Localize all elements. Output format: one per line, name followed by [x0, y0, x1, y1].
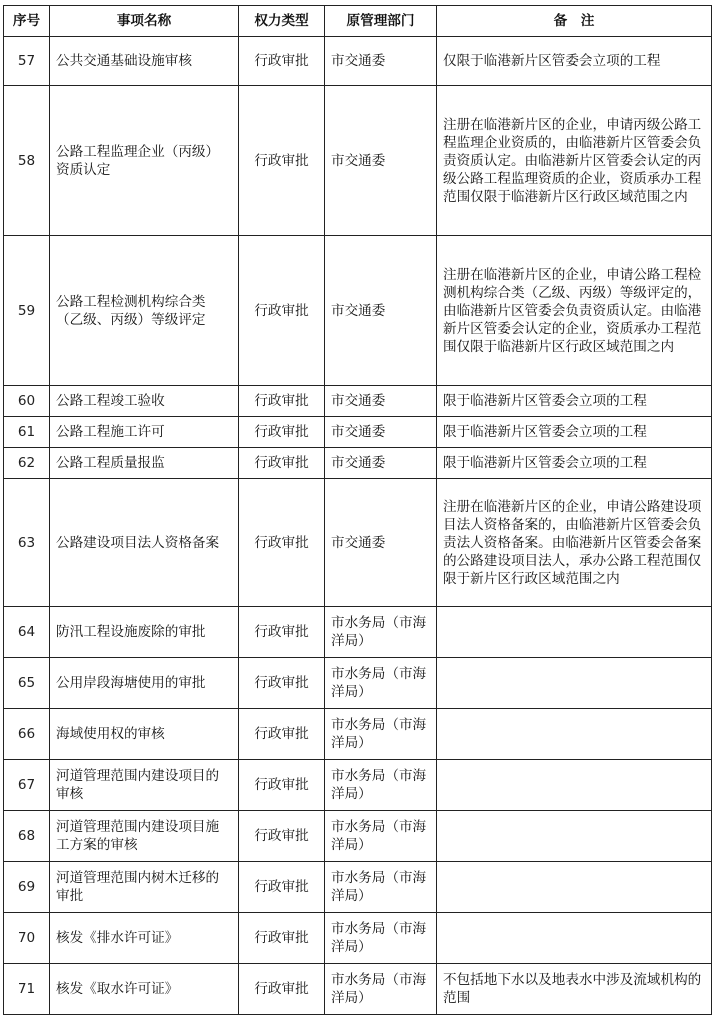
- row-power-type: 行政审批: [239, 658, 325, 709]
- row-item-name: 防汛工程设施废除的审批: [50, 607, 239, 658]
- table-row: [4, 811, 712, 862]
- row-remarks: [437, 709, 712, 760]
- header-item-name: 事项名称: [50, 6, 239, 37]
- row-original-dept: 市交通委: [325, 479, 437, 607]
- table-row: [4, 862, 712, 913]
- row-remarks: [437, 811, 712, 862]
- header-remarks: 备 注: [437, 6, 712, 37]
- row-remarks: [437, 760, 712, 811]
- row-remarks: 注册在临港新片区的企业，申请公路工程检测机构综合类（乙级、丙级）等级评定的，由临港新片区管委会负责资质认定。由临港新片区管委会认定的企业，资质承办工程范围仅限于临港新片区行政区域范围之内: [437, 236, 712, 386]
- row-item-name: 公路建设项目法人资格备案: [50, 479, 239, 607]
- row-original-dept: 市交通委: [325, 37, 437, 86]
- table-row: [4, 236, 712, 386]
- power-items-table: [3, 5, 712, 1015]
- row-item-name: 公路工程检测机构综合类（乙级、丙级）等级评定: [50, 236, 239, 386]
- row-original-dept: 市水务局（市海洋局）: [325, 607, 437, 658]
- row-item-name: 公用岸段海塘使用的审批: [50, 658, 239, 709]
- row-index: 63: [4, 479, 50, 607]
- row-power-type: 行政审批: [239, 709, 325, 760]
- row-power-type: 行政审批: [239, 86, 325, 236]
- row-power-type: 行政审批: [239, 37, 325, 86]
- row-index: 71: [4, 964, 50, 1015]
- row-item-name: 海域使用权的审核: [50, 709, 239, 760]
- row-original-dept: 市水务局（市海洋局）: [325, 760, 437, 811]
- row-power-type: 行政审批: [239, 862, 325, 913]
- row-original-dept: 市水务局（市海洋局）: [325, 964, 437, 1015]
- row-index: 67: [4, 760, 50, 811]
- table-row: [4, 760, 712, 811]
- row-item-name: 核发《取水许可证》: [50, 964, 239, 1015]
- row-index: 59: [4, 236, 50, 386]
- row-power-type: 行政审批: [239, 760, 325, 811]
- row-item-name: 公路工程竣工验收: [50, 386, 239, 417]
- table-header-row: [4, 6, 712, 37]
- row-remarks: 仅限于临港新片区管委会立项的工程: [437, 37, 712, 86]
- row-index: 69: [4, 862, 50, 913]
- row-item-name: 河道管理范围内树木迁移的审批: [50, 862, 239, 913]
- table-row: [4, 86, 712, 236]
- row-original-dept: 市水务局（市海洋局）: [325, 913, 437, 964]
- row-remarks: [437, 913, 712, 964]
- row-remarks: 不包括地下水以及地表水中涉及流域机构的范围: [437, 964, 712, 1015]
- row-index: 58: [4, 86, 50, 236]
- row-original-dept: 市交通委: [325, 448, 437, 479]
- row-original-dept: 市交通委: [325, 236, 437, 386]
- table-row: [4, 37, 712, 86]
- row-remarks: 限于临港新片区管委会立项的工程: [437, 448, 712, 479]
- row-remarks: [437, 607, 712, 658]
- row-power-type: 行政审批: [239, 448, 325, 479]
- row-item-name: 公路工程施工许可: [50, 417, 239, 448]
- table-row: [4, 709, 712, 760]
- row-remarks: 注册在临港新片区的企业，申请丙级公路工程监理企业资质的，由临港新片区管委会负责资质认定。由临港新片区管委会认定的丙级公路工程监理资质的企业，资质承办工程范围仅限于临港新片区行政区域范围之内: [437, 86, 712, 236]
- row-item-name: 核发《排水许可证》: [50, 913, 239, 964]
- table-row: [4, 607, 712, 658]
- row-item-name: 公路工程监理企业（丙级）资质认定: [50, 86, 239, 236]
- table-row: [4, 448, 712, 479]
- table-row: [4, 417, 712, 448]
- row-index: 62: [4, 448, 50, 479]
- row-item-name: 河道管理范围内建设项目的审核: [50, 760, 239, 811]
- row-original-dept: 市交通委: [325, 417, 437, 448]
- row-remarks: 限于临港新片区管委会立项的工程: [437, 386, 712, 417]
- table-row: [4, 479, 712, 607]
- table-row: [4, 386, 712, 417]
- row-original-dept: 市水务局（市海洋局）: [325, 658, 437, 709]
- row-remarks: 限于临港新片区管委会立项的工程: [437, 417, 712, 448]
- row-original-dept: 市水务局（市海洋局）: [325, 862, 437, 913]
- row-remarks: [437, 658, 712, 709]
- row-remarks: [437, 862, 712, 913]
- table-row: [4, 658, 712, 709]
- header-index: 序号: [4, 6, 50, 37]
- row-original-dept: 市交通委: [325, 86, 437, 236]
- row-power-type: 行政审批: [239, 417, 325, 448]
- row-original-dept: 市交通委: [325, 386, 437, 417]
- row-index: 65: [4, 658, 50, 709]
- row-index: 64: [4, 607, 50, 658]
- row-power-type: 行政审批: [239, 479, 325, 607]
- row-index: 60: [4, 386, 50, 417]
- row-index: 70: [4, 913, 50, 964]
- row-original-dept: 市水务局（市海洋局）: [325, 811, 437, 862]
- header-power-type: 权力类型: [239, 6, 325, 37]
- row-power-type: 行政审批: [239, 607, 325, 658]
- row-power-type: 行政审批: [239, 236, 325, 386]
- table-row: [4, 913, 712, 964]
- row-original-dept: 市水务局（市海洋局）: [325, 709, 437, 760]
- row-power-type: 行政审批: [239, 964, 325, 1015]
- row-index: 68: [4, 811, 50, 862]
- row-power-type: 行政审批: [239, 811, 325, 862]
- table-row: [4, 964, 712, 1015]
- header-original-dept: 原管理部门: [325, 6, 437, 37]
- row-item-name: 公路工程质量报监: [50, 448, 239, 479]
- row-item-name: 河道管理范围内建设项目施工方案的审核: [50, 811, 239, 862]
- row-index: 61: [4, 417, 50, 448]
- row-power-type: 行政审批: [239, 386, 325, 417]
- row-item-name: 公共交通基础设施审核: [50, 37, 239, 86]
- row-index: 66: [4, 709, 50, 760]
- row-index: 57: [4, 37, 50, 86]
- document-page: [3, 5, 712, 1015]
- row-power-type: 行政审批: [239, 913, 325, 964]
- row-remarks: 注册在临港新片区的企业，申请公路建设项目法人资格备案的，由临港新片区管委会负责法人资格备案。由临港新片区管委会备案的公路建设项目法人，承办公路工程范围仅限于新片区行政区域范围之内: [437, 479, 712, 607]
